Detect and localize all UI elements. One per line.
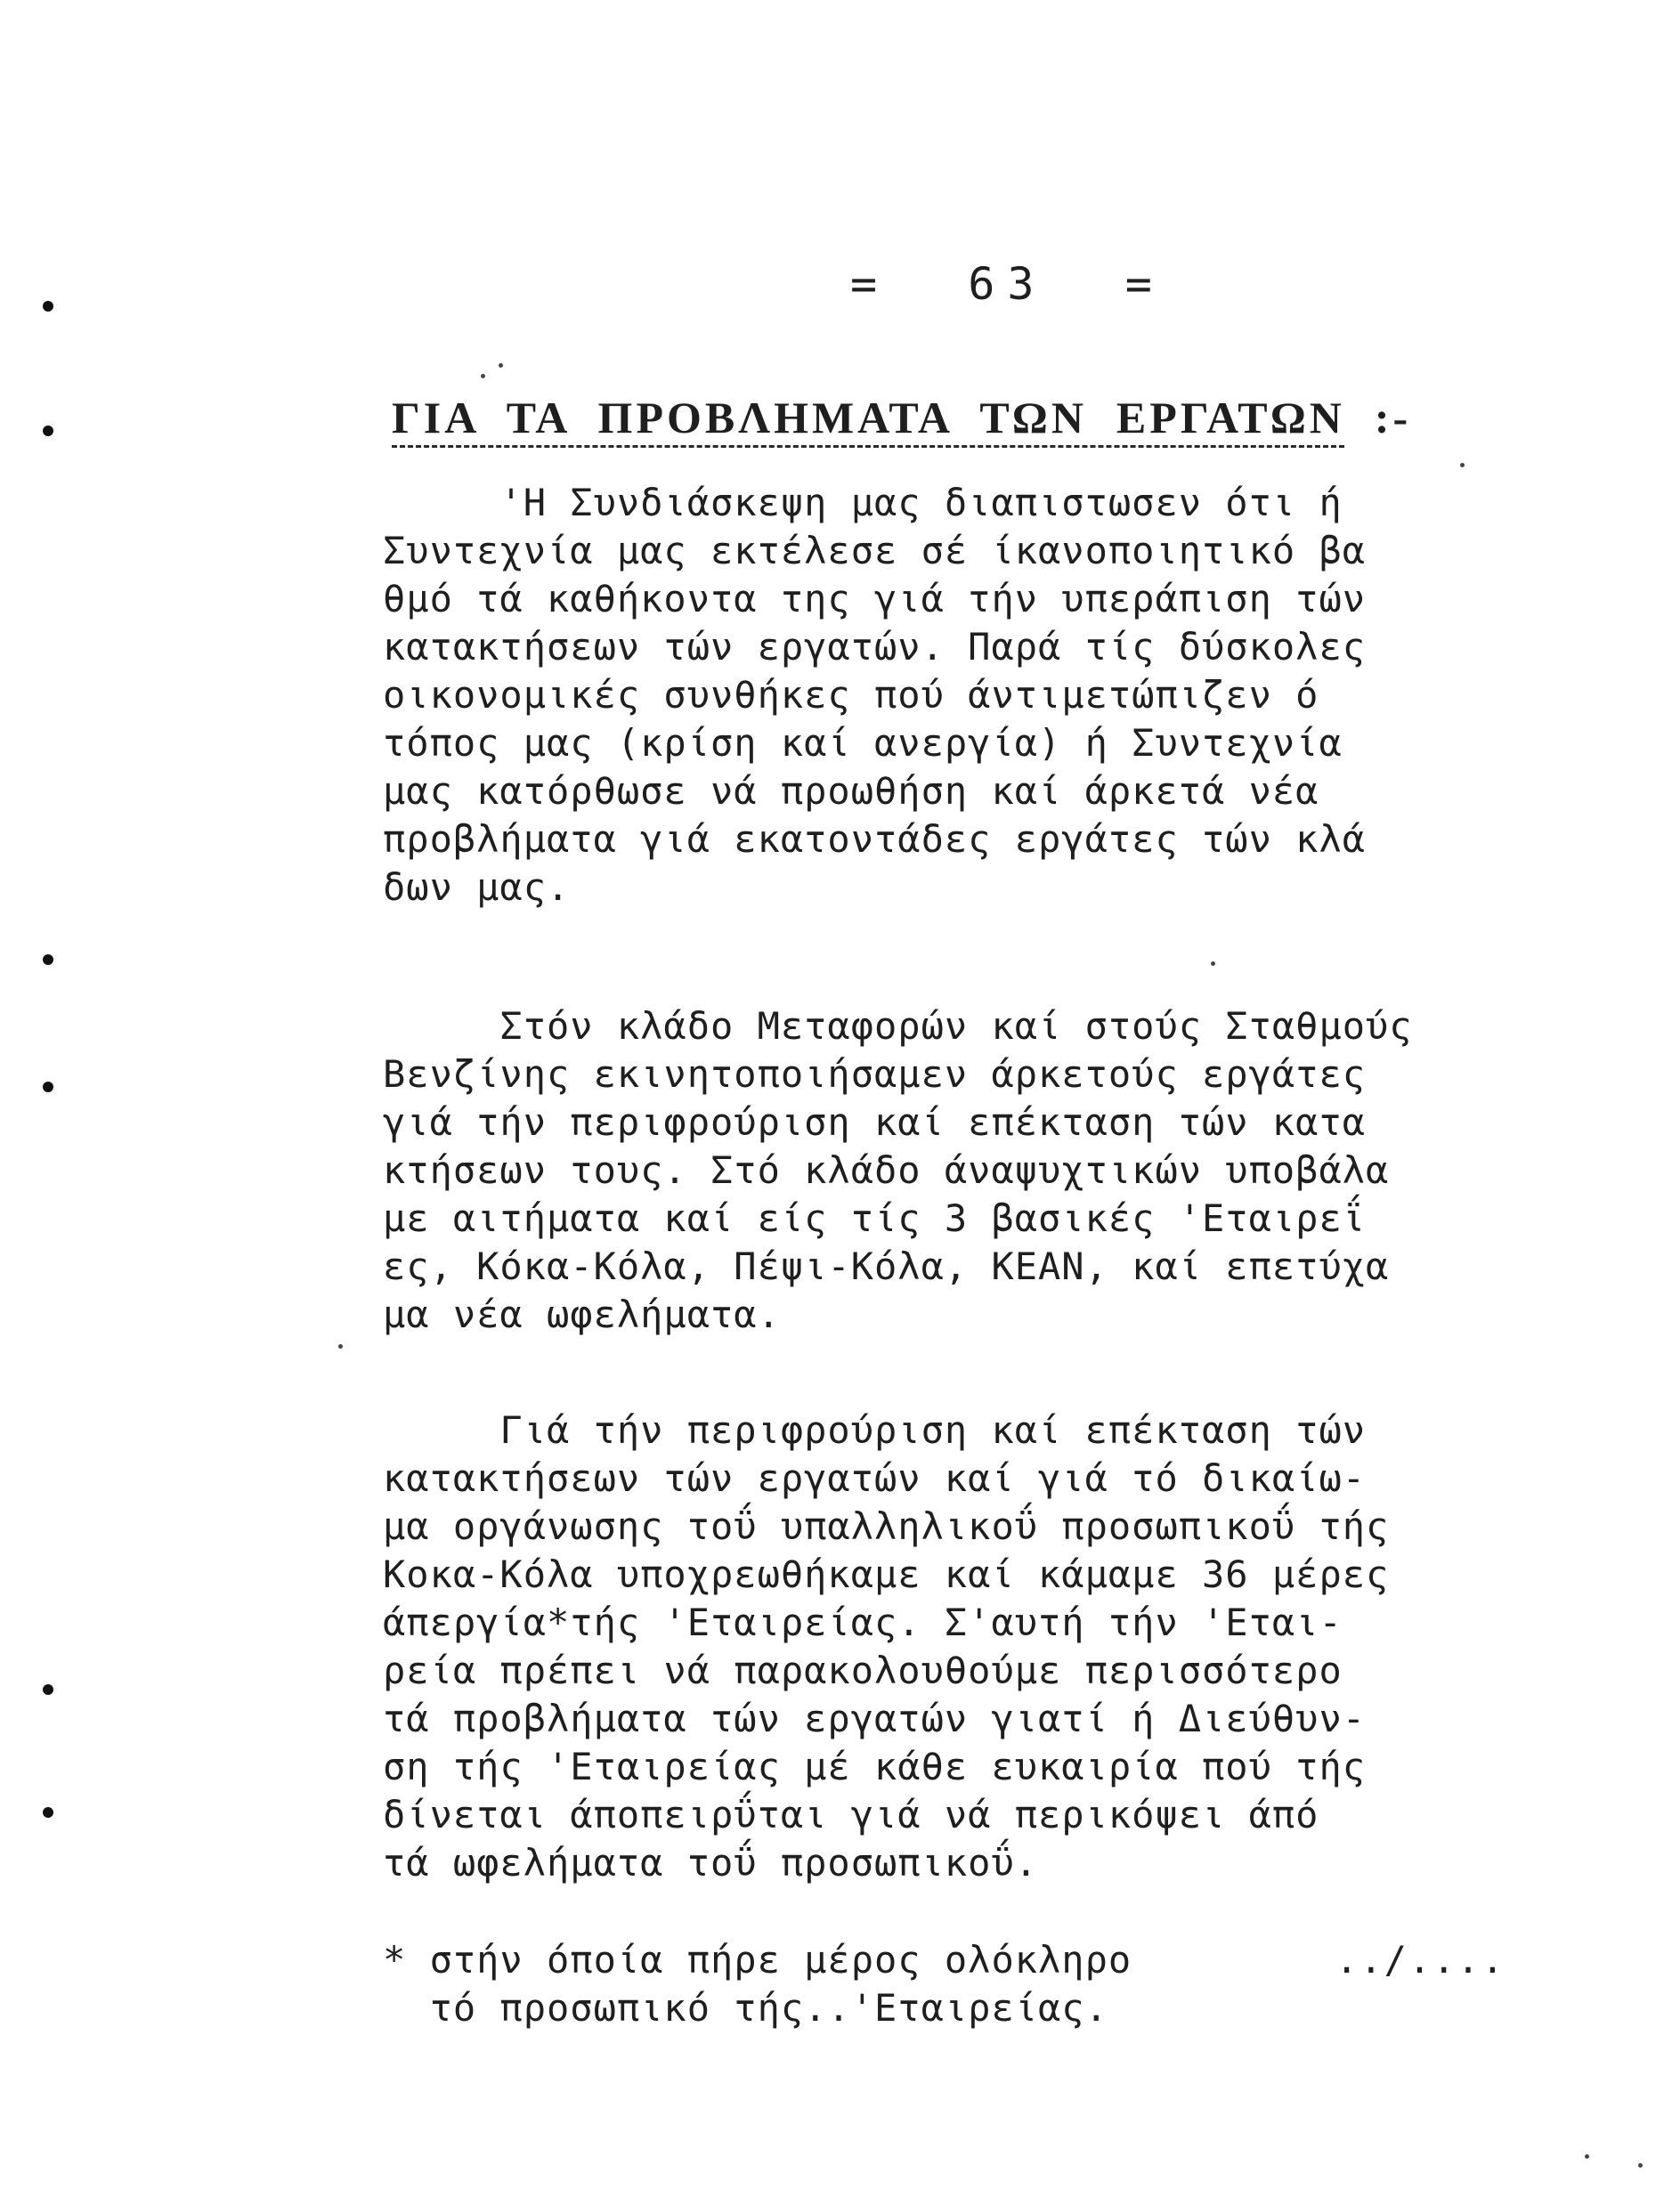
paragraph-line: μας κατόρθωσε νά προωθήση καί άρκετά νέα — [383, 769, 1319, 813]
paragraph-line: άπεργία*τής 'Εταιρείας. Σ'αυτή τήν 'Εται- — [383, 1601, 1343, 1644]
continuation-mark: ../.... — [1335, 1938, 1506, 1982]
scan-speck — [1211, 961, 1215, 966]
paragraph-line: κτήσεων τους. Στό κλάδο άναψυχτικών υποβάλα — [383, 1148, 1390, 1192]
paragraph-line: δων μας. — [383, 865, 571, 909]
scan-speck — [1460, 463, 1465, 467]
paragraph-line: κατακτήσεων τών εργατών καί γιά τό δικαίω- — [383, 1456, 1367, 1500]
paragraph-line: προβλήματα γιά εκατοντάδες εργάτες τών κλά — [383, 817, 1367, 861]
paragraph — [383, 1002, 1413, 1339]
scan-speck — [338, 1344, 343, 1349]
footnote-line: * στήν όποία πήρε μέρος ολόκληρο — [383, 1938, 1132, 1982]
binder-hole-mark — [43, 426, 53, 436]
paragraph-line: Στόν κλάδο Μεταφορών καί στούς Σταθμούς — [383, 1004, 1413, 1048]
paragraph-line: 'Η Συνδιάσκεψη μας διαπιστωσεν ότι ή — [383, 481, 1343, 524]
scan-speck — [1638, 2163, 1643, 2168]
binder-hole-mark — [43, 954, 53, 965]
binder-hole-mark — [43, 1082, 53, 1092]
binder-hole-mark — [43, 1807, 53, 1818]
section-heading: ΓΙΑ ΤΑ ΠΡΟΒΛΗΜΑΤΑ ΤΩΝ ΕΡΓΑΤΩΝ :- — [392, 393, 1412, 442]
paragraph-line: τά ωφελήματα τοΰ προσωπικοΰ. — [383, 1841, 1039, 1885]
paragraph-line: με αιτήματα καί είς τίς 3 βασικές 'Εταιρεΐ — [383, 1196, 1367, 1240]
paragraph-line: ση τής 'Εταιρείας μέ κάθε ευκαιρία πού τής — [383, 1745, 1367, 1788]
paragraph-line: τά προβλήματα τών εργατών γιατί ή Διεύθυν- — [383, 1697, 1367, 1740]
paragraph — [383, 479, 1366, 912]
paragraph-line: Βενζίνης εκινητοποιήσαμεν άρκετούς εργάτες — [383, 1052, 1367, 1096]
paragraph-line: ες, Κόκα-Κόλα, Πέψι-Κόλα, ΚΕΑΝ, καί επετύχα — [383, 1244, 1390, 1288]
footnote — [383, 1936, 1132, 2032]
paragraph-line: τόπος μας (κρίση καί ανεργία) ή Συντεχνία — [383, 721, 1343, 765]
binder-hole-mark — [43, 1684, 53, 1695]
paragraph-line: μα νέα ωφελήματα. — [383, 1293, 781, 1336]
paragraph-line: δίνεται άποπειρΰται γιά νά περικόψει άπό — [383, 1793, 1319, 1836]
paragraph-line: Γιά τήν περιφρούριση καί επέκταση τών — [383, 1408, 1367, 1452]
footnote-line: τό προσωπικό τής..'Εταιρείας. — [383, 1986, 1108, 2030]
binder-hole-mark — [43, 301, 53, 312]
scan-speck — [499, 363, 503, 368]
paragraph-line: μα οργάνωσης τοΰ υπαλληλικοΰ προσωπικοΰ τής — [383, 1504, 1390, 1548]
paragraph — [383, 1407, 1389, 1887]
scan-speck — [481, 374, 485, 378]
paragraph-line: ρεία πρέπει νά παρακολουθούμε περισσότερο — [383, 1649, 1343, 1692]
paragraph-line: θμό τά καθήκοντα της γιά τήν υπεράπιση τών — [383, 577, 1367, 620]
paragraph-line: γιά τήν περιφρούριση καί επέκταση τών κατα — [383, 1100, 1367, 1144]
page-number: = 63 = — [850, 258, 1165, 310]
scan-speck — [1585, 2154, 1589, 2159]
paragraph-line: οικονομικές συνθήκες πού άντιμετώπιζεν ό — [383, 673, 1319, 717]
paragraph-line: κατακτήσεων τών εργατών. Παρά τίς δύσκολες — [383, 625, 1367, 669]
paragraph-line: Κοκα-Κόλα υποχρεωθήκαμε καί κάμαμε 36 μέρες — [383, 1552, 1390, 1596]
paragraph-line: Συντεχνία μας εκτέλεσε σέ ίκανοποιητικό βα — [383, 529, 1367, 572]
heading-underline — [392, 445, 1344, 448]
